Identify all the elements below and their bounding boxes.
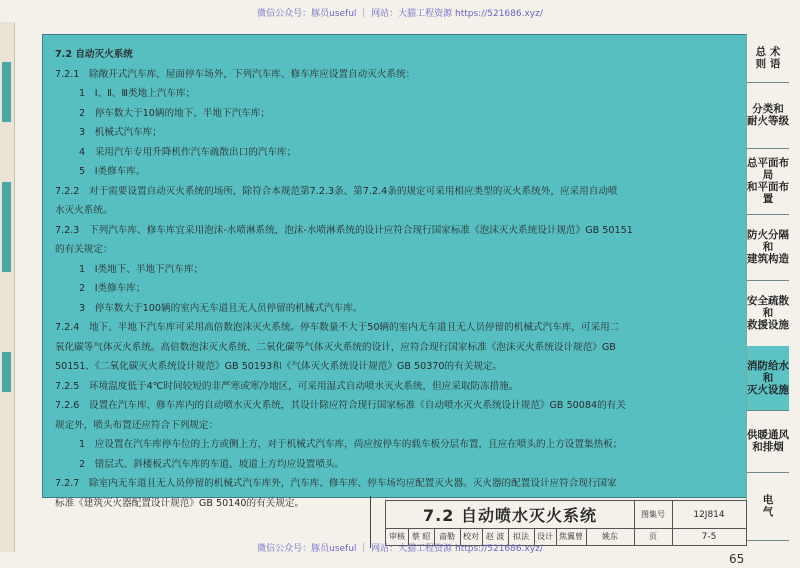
chapter-tab-label: 则 语 [755,58,781,70]
chapter-tab-label: 灭火设施 [747,384,789,396]
content-line: 7.2.3 下列汽车库、修车库宜采用泡沫-水喷淋系统，泡沫-水喷淋系统的设计应符合现行国家标准《泡沫灭火系统设计规范》GB 50151 [55,224,633,236]
atlas-value: 12J814 [672,501,746,529]
chapter-tab-label: 电 [762,494,774,506]
content-line: 2 错层式、斜楼板式汽车库的车道、坡道上方均应设置喷头。 [79,458,345,470]
chapter-tab[interactable] [747,346,789,411]
chapter-tab-label: 总 术 [755,46,781,58]
section-heading: 7.2 自动灭火系统 [55,49,133,60]
chapter-tab-label: 建筑构造 [747,253,789,265]
chapter-tab[interactable] [747,82,789,149]
chapter-tab-label: 安全疏散和 [747,295,789,319]
chapter-tab-label: 消防给水和 [747,360,789,384]
signature-cell: 姚东 [586,528,635,545]
content-line: 1 Ⅰ、Ⅱ、Ⅲ类地上汽车库； [79,88,196,99]
content-line: 水灭火系统。 [55,205,113,216]
chapter-tab-label: 总平面布局 [747,157,789,181]
strip-mark [2,182,11,272]
content-line: 3 机械式汽车库； [79,127,162,138]
content-line: 1 应设置在汽车库停车位的上方或侧上方，对于机械式汽车库，尚应按停车的载车板分层布置，且应在喷头的上方设置集热板； [79,439,623,450]
signature-cell: 赵 波 [482,528,509,545]
signature-cell: 设计 [534,528,557,545]
chapter-tab-label: 分类和 [752,103,784,115]
chapter-tab-label: 救援设施 [747,319,789,331]
content-panel [42,34,747,509]
title-block-title: 7.2 自动喷水灭火系统 [386,501,635,529]
chapter-tab[interactable] [747,214,789,281]
signature-cell: 焦翼曾 [556,528,587,545]
content-line: 规定外，喷头布置还应符合下列规定： [55,419,219,431]
left-binding-strip [0,22,15,552]
chapter-tab-label: 和平面布置 [747,181,789,205]
content-line: 7.2.7 除室内无车道且无人员停留的机械式汽车库外，汽车库、修车库、停车场均应配置灭火器。灭火器的配置设计应符合现行国家 [55,478,617,489]
content-line: 7.2.4 地下、半地下汽车库可采用高倍数泡沫灭火系统。停车数量不大于50辆的室内无车道且无人员停留的机械式汽车库，可采用二 [55,322,620,333]
signature-cell: 审核 [386,528,409,545]
title-block [385,500,747,546]
signature-cell: 啬勒 [434,528,461,545]
watermark-bottom: 微信公众号：豚员useful ｜ 网站：大猫工程资源 https://521686.xyz/ [257,544,543,554]
content-line: 7.2.5 环境温度低于4℃时间较短的非严寒或寒冷地区，可采用湿式自动喷水灭火系统，但应采取防冻措施。 [55,380,519,392]
content-line: 5 Ⅰ类修车库。 [79,166,146,177]
content-line: 标准《建筑灭火器配置设计规范》GB 50140的有关规定。 [55,497,305,509]
strip-mark [2,352,11,392]
chapter-tab-label: 供暖通风 [747,429,789,441]
content-lines [55,65,735,514]
signature-cell: 拟法 [508,528,535,545]
content-line: 2 停车数大于10辆的地下、半地下汽车库； [79,107,270,119]
content-line: 2 Ⅰ类修车库； [79,283,146,294]
content-line: 7.2.1 除敞开式汽车库、屋面停车场外，下列汽车库、修车库应设置自动灭火系统： [55,68,416,80]
chapter-tab[interactable] [747,410,789,473]
chapter-tab[interactable] [747,280,789,347]
content-body [55,45,735,513]
chapter-tab-label: 耐火等级 [747,115,789,127]
page-number: 65 [729,552,745,566]
page-label: 页 [634,528,673,545]
chapter-tab-label: 和排烟 [752,441,784,453]
content-line: 1 Ⅰ类地下、半地下汽车库； [79,263,204,275]
watermark-top: 微信公众号：豚员useful ｜ 网站：大猫工程资源 https://521686.xyz/ [257,9,543,19]
content-line: 3 停车数大于100辆的室内无车道且无人员停留的机械式汽车库。 [79,302,363,314]
chapter-tab[interactable] [747,472,789,541]
chapter-tab-label: 气 [762,506,774,518]
content-line: 4 采用汽车专用升降机作汽车疏散出口的汽车库； [79,146,297,158]
content-line: 的有关规定： [55,244,113,255]
content-line: 7.2.2 对于需要设置自动灭火系统的场所，除符合本规范第7.2.3条、第7.2.4条的规定可采用相应类型的灭火系统外，应采用自动喷 [55,185,618,197]
content-line: 7.2.6 设置在汽车库、修车库内的自动喷水灭火系统，其设计除应符合现行国家标准《自动喷水灭火系统设计规范》GB 50084的有关 [55,400,626,411]
signature-cell: 蔡 昭 [408,528,435,545]
strip-mark [2,62,11,122]
content-line: 氧化碳等气体灭火系统。高倍数泡沫灭火系统、二氧化碳等气体灭火系统的设计，应符合现行国家标准《泡沫灭火系统设计规范》GB [55,341,616,353]
content-line: 50151、《二氧化碳灭火系统设计规范》GB 50193和《气体灭火系统设计规范》GB 50370的有关规定。 [55,361,503,372]
signature-cell: 校对 [460,528,483,545]
chapter-tabs [746,34,789,544]
chapter-tab[interactable] [747,34,789,83]
atlas-label: 图集号 [634,501,673,529]
chapter-tab-label: 防火分隔和 [747,229,789,253]
chapter-tab[interactable] [747,148,789,215]
page-value: 7-5 [701,531,717,542]
